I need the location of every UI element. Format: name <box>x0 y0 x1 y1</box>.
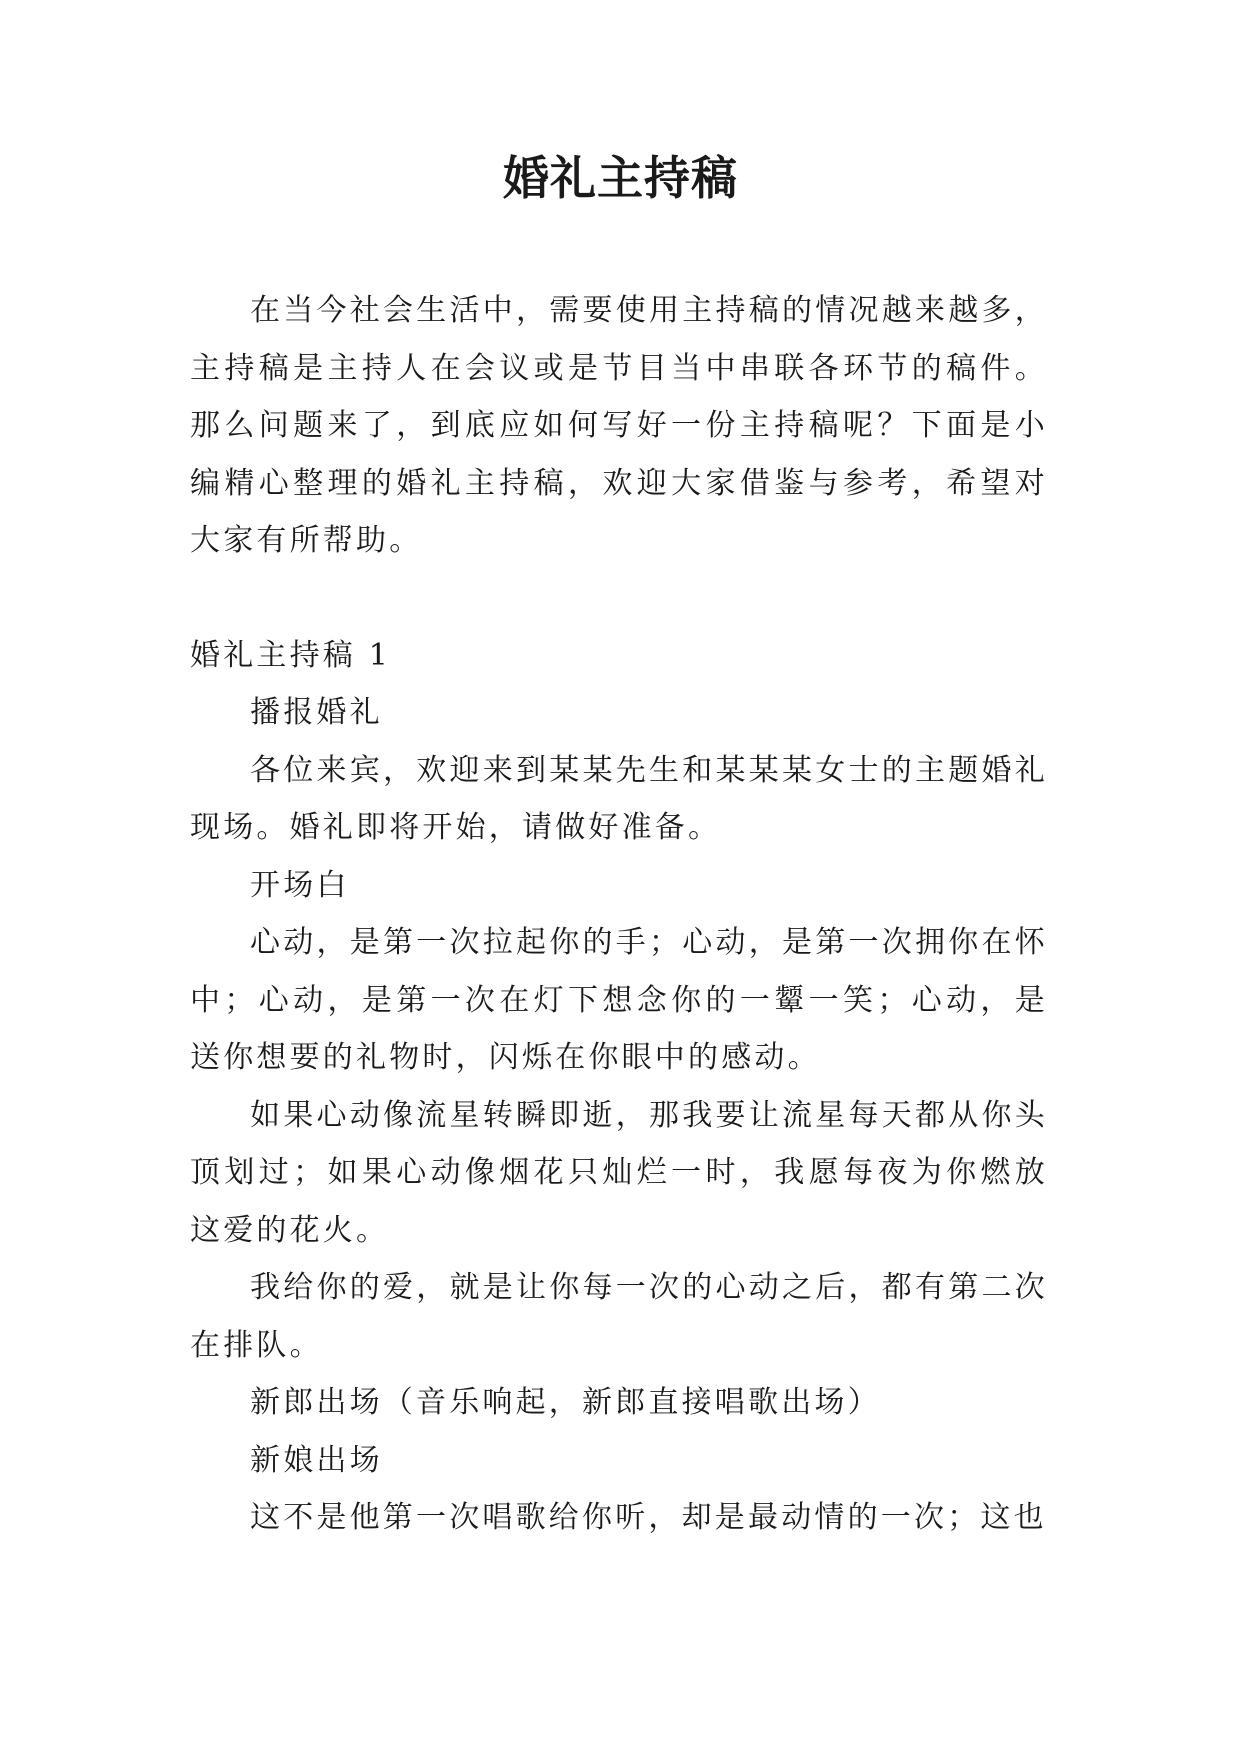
body-paragraph: 如果心动像流星转瞬即逝，那我要让流星每天都从你头顶划过；如果心动像烟花只灿烂一时，我愿每夜为你燃放这爱的花火。 <box>190 1097 1048 1248</box>
body-paragraph: 各位来宾，欢迎来到某某先生和某某某女士的主题婚礼现场。婚礼即将开始，请做好准备。 <box>190 752 1048 845</box>
subheading-broadcast: 播报婚礼 <box>250 695 383 730</box>
body-paragraph: 这不是他第一次唱歌给你听，却是最动情的一次；这也 <box>250 1500 1047 1535</box>
body-paragraph: 心动，是第一次拉起你的手；心动，是第一次拥你在怀中；心动，是第一次在灯下想念你的一颦一笑；心动，是送你想要的礼物时，闪烁在你眼中的感动。 <box>190 925 1048 1075</box>
paragraph-spacer <box>190 570 1048 627</box>
subheading-groom-entrance: 新郎出场（音乐响起，新郎直接唱歌出场） <box>250 1385 881 1420</box>
intro-paragraph: 在当今社会生活中，需要使用主持稿的情况越来越多，主持稿是主持人在会议或是节目当中串联各环节的稿件。那么问题来了，到底应如何写好一份主持稿呢？下面是小编精心整理的婚礼主持稿，欢迎大家借鉴与参考，希望对大家有所帮助。 <box>190 293 1048 558</box>
section-heading: 婚礼主持稿 1 <box>190 637 392 673</box>
body-paragraph: 我给你的爱，就是让你每一次的心动之后，都有第二次在排队。 <box>190 1270 1048 1363</box>
subheading-opening: 开场白 <box>250 867 350 903</box>
subheading-bride-entrance: 新娘出场 <box>250 1442 383 1478</box>
document-title: 婚礼主持稿 <box>503 151 738 205</box>
document-body <box>190 282 1048 1547</box>
